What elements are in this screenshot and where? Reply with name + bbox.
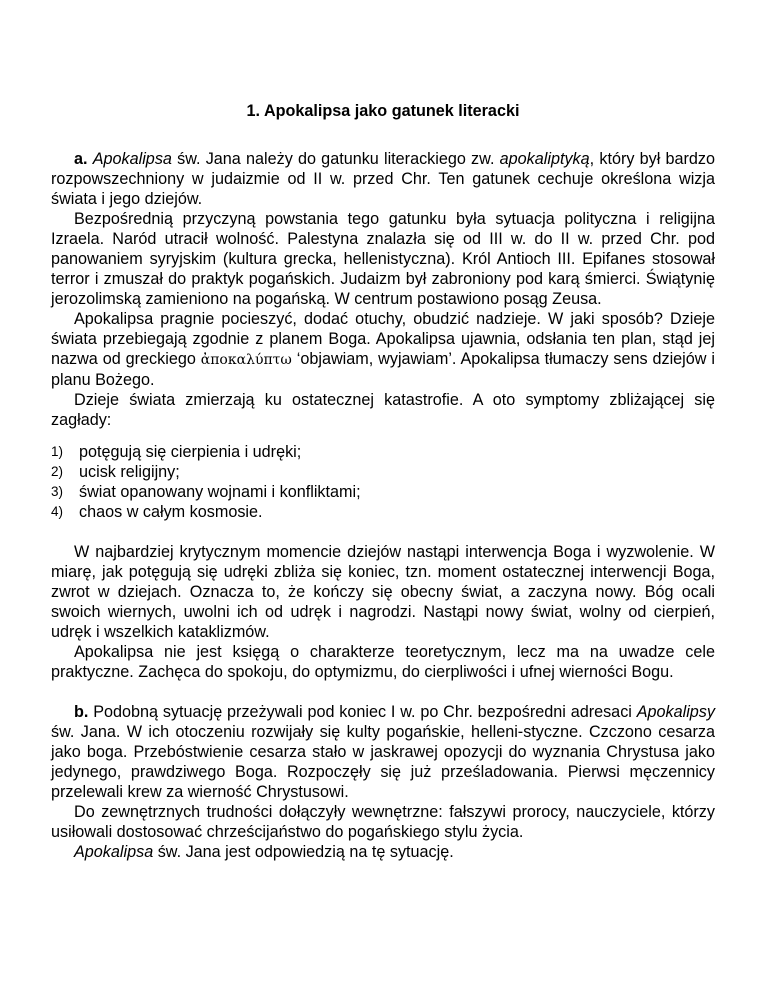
list-item-number: 3) <box>51 484 64 499</box>
list-item-text: ucisk religijny; <box>79 463 180 481</box>
list-item <box>51 482 715 502</box>
document-body <box>51 149 715 862</box>
symptoms-list-wrap <box>51 442 715 522</box>
symptoms-list <box>51 442 715 522</box>
italic-title: Apokalipsa <box>92 150 172 168</box>
section-a-paragraph-5: W najbardziej krytycznym momencie dziejów nastąpi interwencja Boga i wyzwolenie. W miarę, jak potęgują się udręki zbliża się koniec, tzn. moment ostatecznej interwencji Boga, zwrot w dziejach. Oznacza to, że kończy się obecny świat, a zaczyna nowy. Bóg ocali swoich wiernych, uwolni ich od udręk i nagrodzi. Nastąpi nowy świat, wolny od cierpień, udręk i wszelkich kataklizmów. <box>51 543 715 641</box>
italic-term: apokaliptyką <box>499 150 590 168</box>
list-item-text: chaos w całym kosmosie. <box>79 503 263 521</box>
italic-title: Apokalipsy <box>636 703 715 721</box>
list-item-text: potęgują się cierpienia i udręki; <box>79 443 302 461</box>
page-title: 1. Apokalipsa jako gatunek literacki <box>246 102 520 120</box>
list-item <box>51 442 715 462</box>
italic-title: Apokalipsa <box>74 843 154 861</box>
section-a-paragraph-2: Bezpośrednią przyczyną powstania tego gatunku była sytuacja polityczna i religijna Izraela. Naród utracił wolność. Palestyna znalazła się od III w. do II w. przed Chr. pod panowaniem syryjskim (kultura grecka, hellenistyczna). Król Antioch III. Epifanes stosował terror i zmuszał do praktyk pogańskich. Judaizm był zabroniony pod karą śmierci. Świątynię jerozolimską zamieniono na pogańską. W centrum postawiono posąg Zeusa. <box>51 210 715 308</box>
list-item <box>51 502 715 522</box>
section-b-paragraph-1: b. Podobną sytuację przeżywali pod koniec I w. po Chr. bezpośredni adresaci Apokalipsy św. Jana. W ich otoczeniu rozwijały się kulty pogańskie, helleni-styczne. Czczono cesarza jako boga. Przebóstwienie cesarza stało w jaskrawej opozycji do wyznania Chrystusa jako jedynego, prawdziwego Boga. Rozpoczęły się już prześladowania. Pierwsi męczennicy przelewali krew za wierność Chrystusowi. <box>51 703 715 801</box>
section-b-paragraph-3: Apokalipsa św. Jana jest odpowiedzią na tę sytuację. <box>74 843 454 861</box>
list-item-number: 2) <box>51 464 64 479</box>
greek-word: ἀποκαλύπτω <box>200 352 292 368</box>
list-item-number: 1) <box>51 444 64 459</box>
section-a-paragraph-1: a. Apokalipsa św. Jana należy do gatunku literackiego zw. apokaliptyką, który był bardzo rozpowszechniony w judaizmie od II w. przed Chr. Ten gatunek cechuje określona wizja świata i jego dziejów. <box>51 150 716 208</box>
list-item <box>51 462 715 482</box>
section-b-paragraph-2: Do zewnętrznych trudności dołączyły wewnętrzne: fałszywi prorocy, nauczyciele, którzy usiłowali dostosować chrześcijaństwo do pogańskiego stylu życia. <box>51 803 715 841</box>
section-a-paragraph-6: Apokalipsa nie jest księgą o charakterze teoretycznym, lecz ma na uwadze cele praktyczne. Zachęca do spokoju, do optymizmu, do cierpliwości i ufnej wierności Bogu. <box>51 643 715 681</box>
list-item-number: 4) <box>51 504 64 519</box>
section-a-paragraph-4: Dzieje świata zmierzają ku ostatecznej katastrofie. A oto symptomy zbliżającej się zagłady: <box>51 391 715 429</box>
list-item-text: świat opanowany wojnami i konfliktami; <box>79 483 361 501</box>
section-a-paragraph-3: Apokalipsa pragnie pocieszyć, dodać otuchy, obudzić nadzieje. W jaki sposób? Dzieje świata przebiegają zgodnie z planem Boga. Apokalipsa ujawnia, odsłania ten plan, stąd jej nazwa od greckiego ἀποκαλύπτω ‘objawiam, wyjawiam’. Apokalipsa tłumaczy sens dziejów i planu Bożego. <box>51 310 715 389</box>
section-a-label: a. <box>74 150 88 168</box>
section-b-label: b. <box>74 703 89 721</box>
